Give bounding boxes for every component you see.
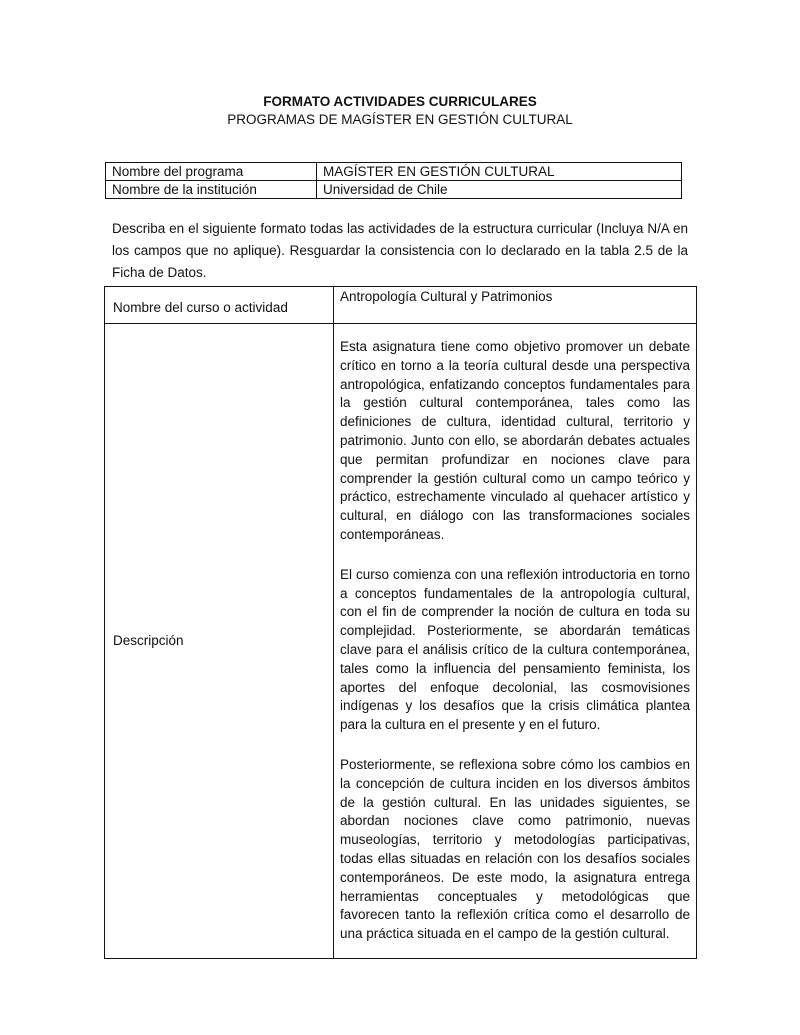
- course-name-value: Antropología Cultural y Patrimonios: [334, 287, 697, 324]
- course-name-row: [105, 287, 697, 324]
- course-description-label: Descripción: [105, 324, 334, 959]
- description-paragraph: Esta asignatura tiene como objetivo promover un debate crítico en torno a la teoría cultural desde una perspectiva antropológica, enfatizando conceptos fundamentales para la gestión cultural contemporánea, tales como las definiciones de cultura, identidad cultural, territorio y patrimonio. Junto con ello, se abordarán debates actuales que permitan profundizar en nociones clave para comprender la gestión cultural como un campo teórico y práctico, estrechamente vinculado al quehacer artístico y cultural, en diálogo con las transformaciones sociales contemporáneas.: [340, 339, 690, 542]
- institution-label: Nombre de la institución: [106, 181, 317, 199]
- document-title: FORMATO ACTIVIDADES CURRICULARES: [263, 94, 537, 109]
- course-name-label: Nombre del curso o actividad: [105, 287, 334, 324]
- description-paragraph: El curso comienza con una reflexión introductoria en torno a conceptos fundamentales de la antropología cultural, con el fin de comprender la noción de cultura en toda su complejidad. Posteriormente, se abordarán temáticas clave para el análisis crítico de la cultura contemporánea, tales como la influencia del pensamiento feminista, los aportes del enfoque decolonial, las cosmovisiones indígenas y los desafíos que la crisis climática plantea para la cultura en el presente y en el futuro.: [340, 566, 690, 733]
- institution-value: Universidad de Chile: [317, 181, 682, 199]
- course-description-value: [334, 324, 697, 959]
- program-label: Nombre del programa: [106, 163, 317, 181]
- course-table: [104, 286, 697, 959]
- course-description-row: [105, 324, 697, 959]
- instructions-paragraph: Describa en el siguiente formato todas las actividades de la estructura curricular (Incluya N/A en los campos que no aplique). Resguardar la consistencia con lo declarado en la tabla 2.5 de la Ficha de Datos.: [112, 221, 688, 280]
- institution-row: [106, 181, 682, 199]
- document-subtitle: PROGRAMAS DE MAGÍSTER EN GESTIÓN CULTURAL: [227, 112, 573, 127]
- program-value: MAGÍSTER EN GESTIÓN CULTURAL: [317, 163, 682, 181]
- program-info-table: [105, 162, 682, 199]
- description-paragraph: Posteriormente, se reflexiona sobre cómo los cambios en la concepción de cultura inciden en los diversos ámbitos de la gestión cultural. En las unidades siguientes, se abordan nociones clave como patrimonio, nuevas museologías, territorio y metodologías participativas, todas ellas situadas en relación con los desafíos sociales contemporáneos. De este modo, la asignatura entrega herramientas conceptuales y metodológicas que favorecen tanto la reflexión crítica como el desarrollo de una práctica situada en el campo de la gestión cultural.: [340, 756, 690, 942]
- program-row: [106, 163, 682, 181]
